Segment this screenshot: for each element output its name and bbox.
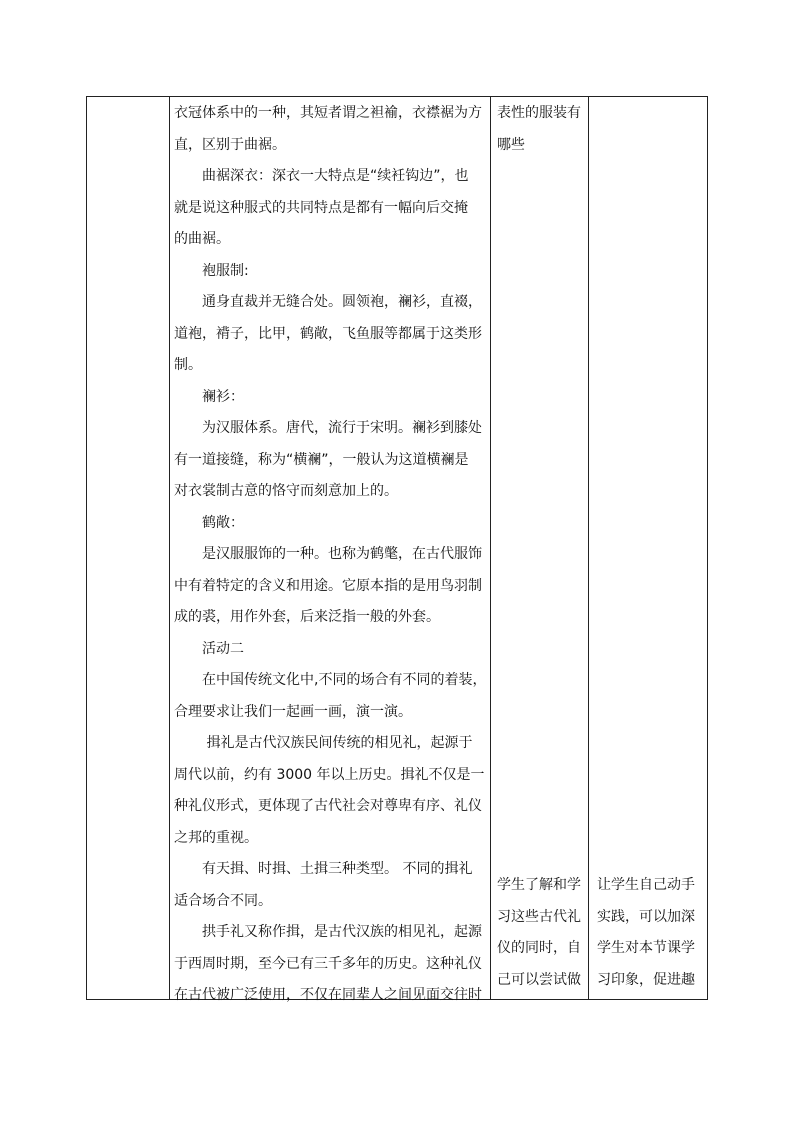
content-text-line: 制。 bbox=[174, 357, 202, 373]
content-text-line: 的曲裾。 bbox=[174, 231, 230, 247]
content-text-line: 有天揖、时揖、土揖三种类型。 不同的揖礼 bbox=[174, 861, 473, 877]
student-activity-line: 己可以尝试做 bbox=[497, 971, 581, 988]
content-text-line: 在古代被广泛使用，不仅在同辈人之间见面交往时 bbox=[174, 987, 482, 1003]
student-activity-line: 表性的服装有 bbox=[497, 105, 581, 121]
content-text-line: 拱手礼又称作揖，是古代汉族的相见礼，起源 bbox=[174, 924, 482, 940]
design-intent-line: 习印象，促进趣 bbox=[597, 971, 695, 988]
content-text-line: 襕衫： bbox=[174, 388, 244, 405]
design-intent-line: 让学生自己动手 bbox=[597, 877, 695, 893]
content-text-line: 中有着特定的含义和用途。它原本指的是用鸟羽制 bbox=[174, 577, 482, 594]
lesson-plan-table bbox=[86, 96, 708, 1003]
content-text-line: 对衣裳制古意的恪守而刻意加上的。 bbox=[174, 483, 398, 499]
student-activity-text-bottom bbox=[490, 870, 588, 996]
content-text-line: 衣冠体系中的一种，其短者谓之袒褕，衣襟裾为方 bbox=[174, 105, 482, 121]
content-text-line: 袍服制: bbox=[174, 262, 249, 279]
content-text-line: 就是说这种服式的共同特点是都有一幅向后交掩 bbox=[174, 199, 468, 216]
design-intent-line: 学生对本节课学 bbox=[597, 940, 695, 956]
content-text-line: 直，区别于曲裾。 bbox=[174, 136, 286, 153]
student-activity-line: 哪些 bbox=[497, 136, 525, 153]
content-text-line: 为汉服体系。唐代，流行于宋明。襕衫到膝处 bbox=[174, 420, 482, 436]
content-text-line: 通身直裁并无缝合处。圆领袍，襕衫，直裰， bbox=[174, 294, 482, 310]
student-activity-column bbox=[490, 97, 588, 999]
content-text-line: 成的裘，用作外套，后来泛指一般的外套。 bbox=[174, 609, 440, 625]
content-text-line: 活动二 bbox=[174, 640, 244, 657]
content-text-line: 适合场合不同。 bbox=[174, 892, 272, 909]
content-text-line: 种礼仪形式，更体现了古代社会对尊卑有序、礼仪 bbox=[174, 798, 482, 814]
design-intent-text bbox=[588, 870, 709, 996]
content-text-line: 鹤敞： bbox=[174, 514, 244, 531]
content-text-line: 揖礼是古代汉族民间传统的相见礼，起源于 bbox=[174, 735, 473, 751]
content-text-line: 合理要求让我们一起画一画，演一演。 bbox=[174, 703, 412, 720]
design-intent-column bbox=[588, 97, 709, 999]
content-text-line: 道袍，褙子，比甲，鹤敞，飞鱼服等都属于这类形 bbox=[174, 325, 482, 342]
content-text-line: 周代以前，约有 3000 年以上历史。揖礼不仅是一 bbox=[174, 766, 485, 783]
student-activity-line: 学生了解和学 bbox=[497, 877, 581, 893]
content-text-line: 之邦的重视。 bbox=[174, 829, 258, 846]
teaching-content-column bbox=[169, 97, 490, 1003]
content-text-line: 于西周时期，至今已有三千多年的历史。这种礼仪 bbox=[174, 955, 482, 972]
content-text-line: 在中国传统文化中,不同的场合有不同的着装， bbox=[174, 672, 487, 688]
content-text-line: 曲裾深衣：深衣一大特点是“续衽钩边”，也 bbox=[174, 168, 469, 184]
content-text-line: 是汉服服饰的一种。也称为鹤氅，在古代服饰 bbox=[174, 546, 482, 562]
student-activity-line: 仪的同时，自 bbox=[497, 940, 581, 956]
student-activity-line: 习这些古代礼 bbox=[497, 908, 581, 925]
content-text-line: 有一道接缝，称为“横襕”，一般认为这道横襕是 bbox=[174, 451, 469, 468]
teaching-content-text bbox=[174, 98, 487, 1012]
design-intent-line: 实践，可以加深 bbox=[597, 908, 695, 925]
student-activity-text-top bbox=[490, 98, 586, 161]
